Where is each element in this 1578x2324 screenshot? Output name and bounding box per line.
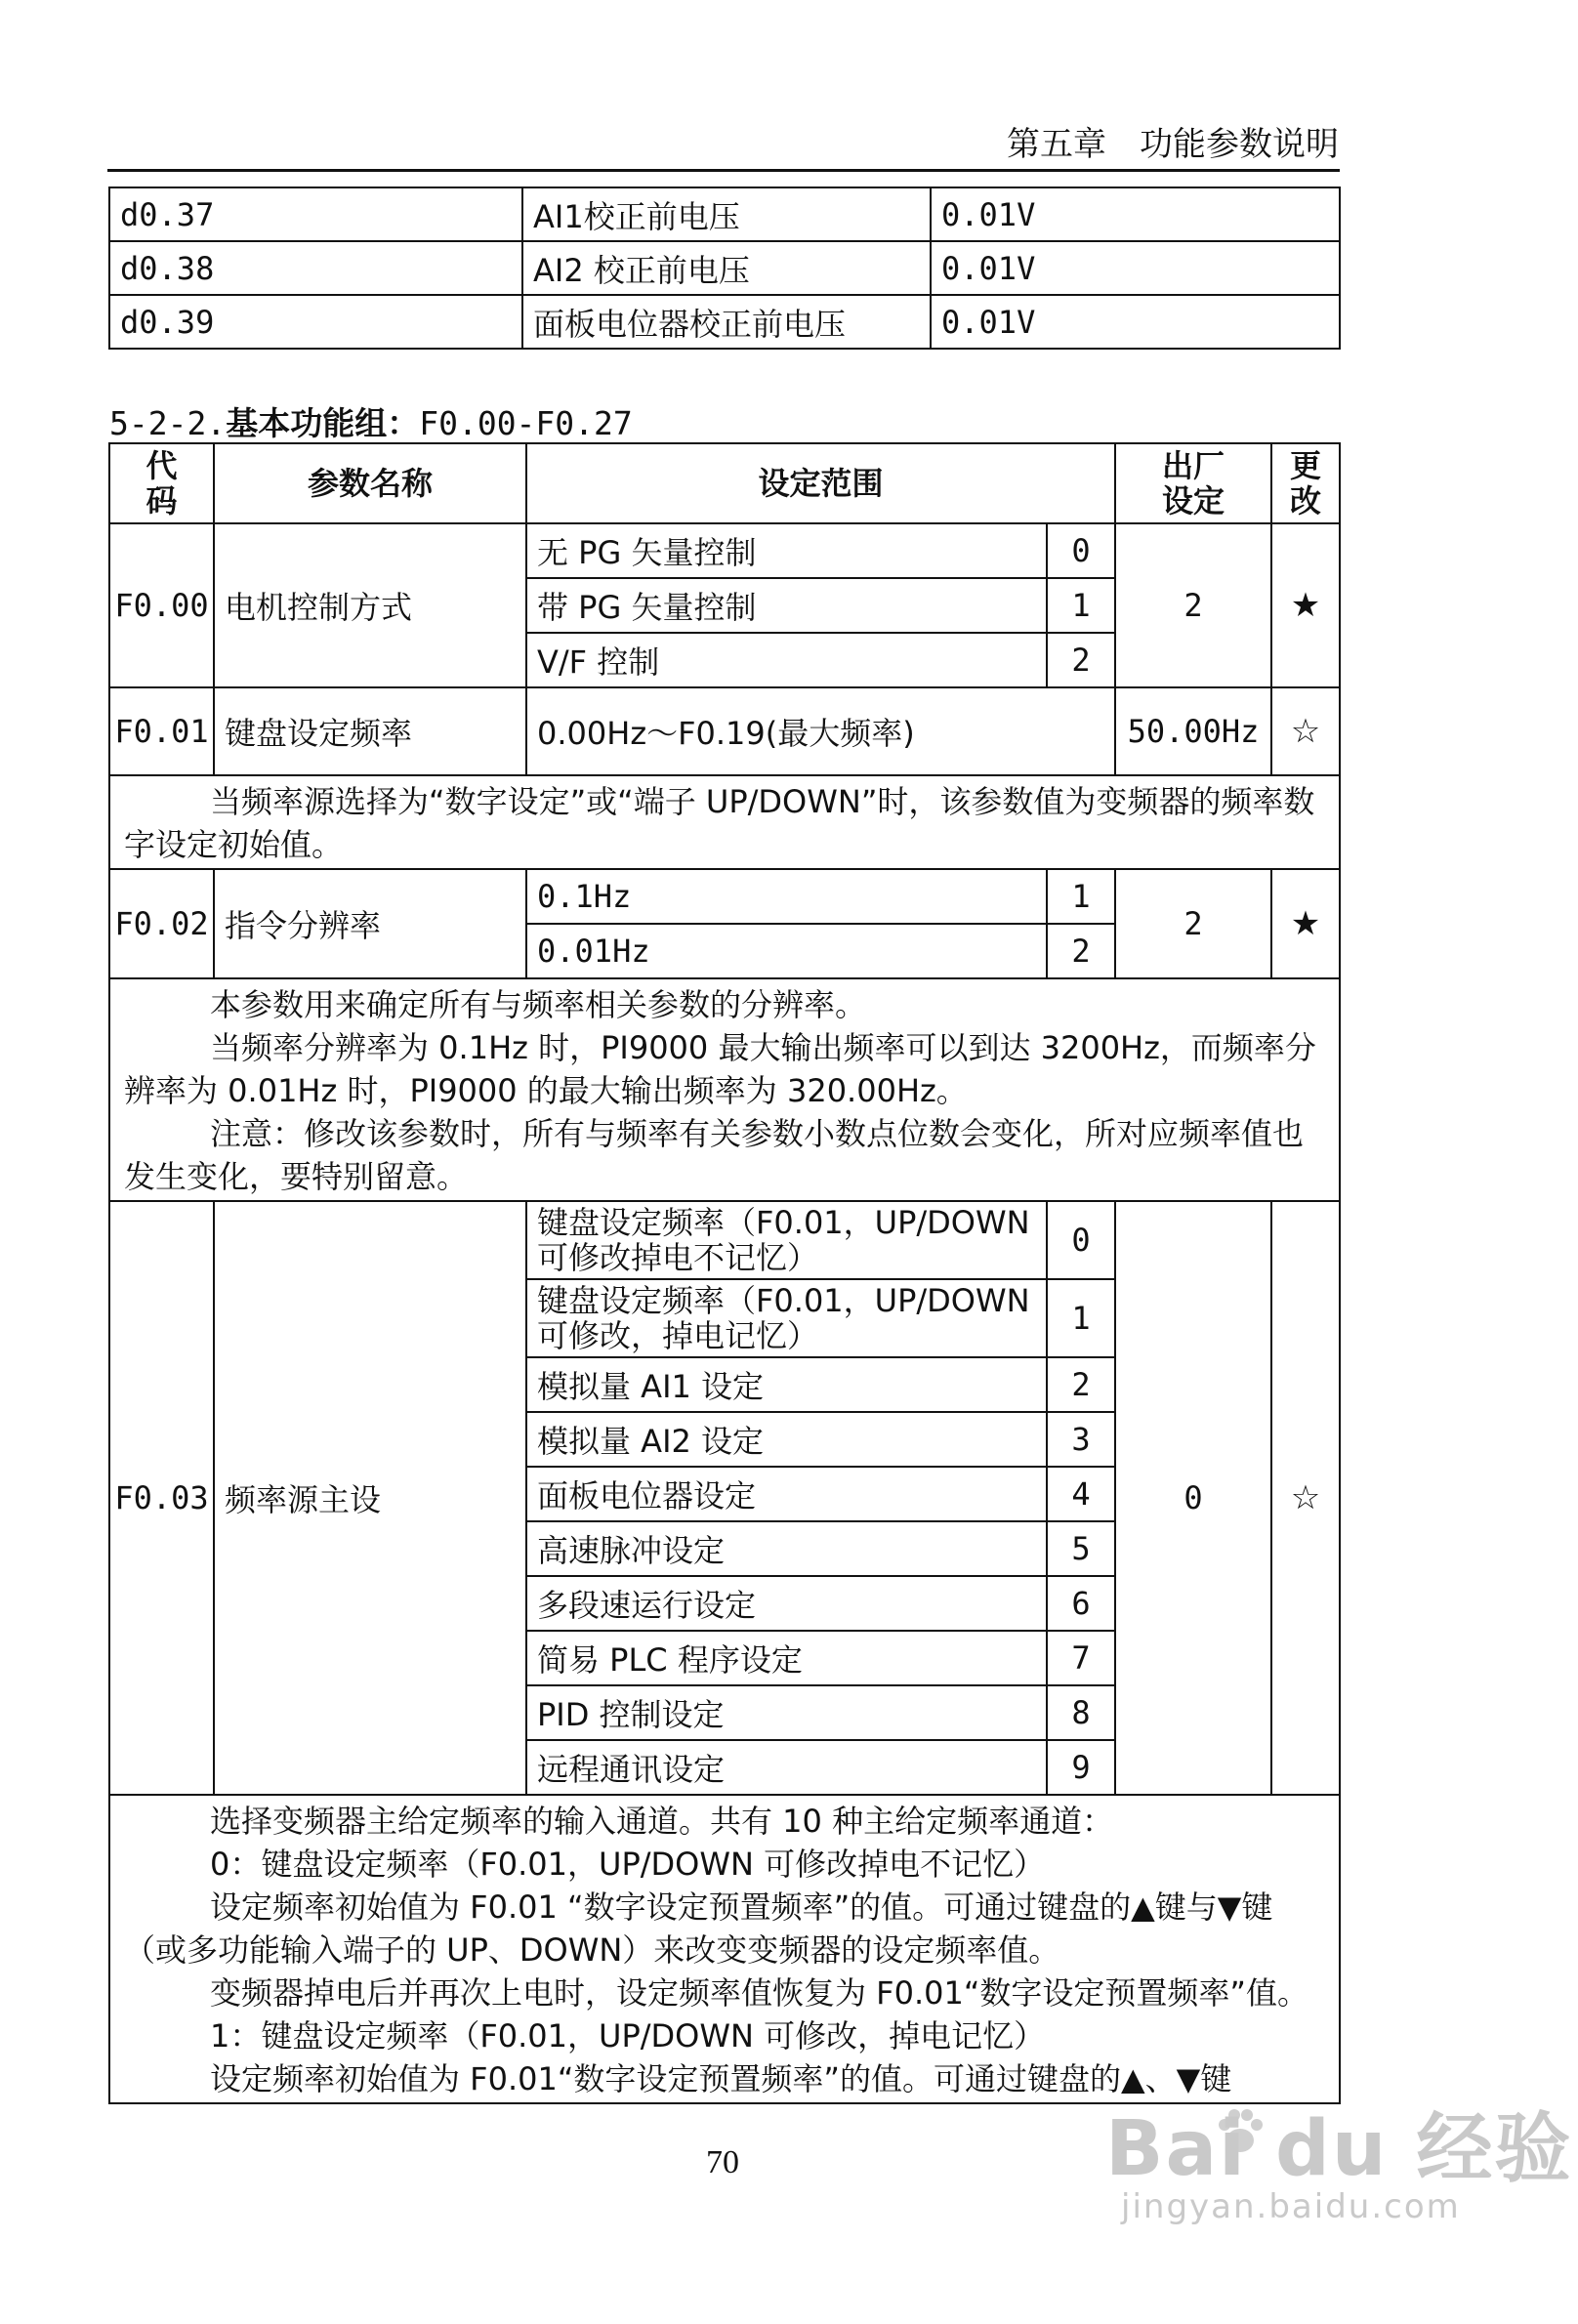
- section-prefix: 5-2-2.: [109, 404, 227, 442]
- table-row: [109, 187, 1340, 241]
- param-name: 键盘设定频率: [214, 687, 526, 775]
- description-row: [109, 978, 1340, 1201]
- option-value: 1: [1047, 1279, 1115, 1357]
- page-number: 70: [706, 2144, 739, 2180]
- param-default: 2: [1115, 523, 1271, 687]
- description-line: 注意：修改该参数时，所有与频率有关参数小数点位数会变化，所对应频率值也发生变化，要特别留意。: [124, 1115, 1305, 1195]
- description-line: 变频器掉电后并再次上电时，设定频率值恢复为 F0.01“数字设定预置频率”值。: [210, 1974, 1308, 2012]
- table-row: [109, 241, 1340, 295]
- description-line: 设定频率初始值为 F0.01“数字设定预置频率”的值。可通过键盘的▲、▼键: [210, 2060, 1232, 2097]
- param-code: F0.02: [109, 869, 214, 978]
- section-range: F0.00-F0.27: [419, 404, 633, 442]
- option-label: 面板电位器设定: [526, 1467, 1047, 1521]
- header-default: 出厂设定: [1115, 443, 1271, 523]
- header-name: 参数名称: [214, 443, 526, 523]
- param-name: 频率源主设: [214, 1201, 526, 1795]
- param-default: 2: [1115, 869, 1271, 978]
- option-value: 1: [1047, 869, 1115, 924]
- table-row: [109, 523, 1340, 578]
- option-label: 键盘设定频率（F0.01，UP/DOWN 可修改，掉电记忆）: [526, 1279, 1047, 1357]
- header-change: 更改: [1271, 443, 1340, 523]
- option-label: PID 控制设定: [526, 1685, 1047, 1740]
- option-label: 键盘设定频率（F0.01，UP/DOWN 可修改掉电不记忆）: [526, 1201, 1047, 1279]
- param-name: 电机控制方式: [214, 523, 526, 687]
- param-code: d0.37: [109, 187, 522, 241]
- param-default: 0: [1115, 1201, 1271, 1795]
- watermark-url: jingyan.baidu.com: [1121, 2187, 1461, 2226]
- description-row: [109, 775, 1340, 869]
- header-code: 代码: [109, 443, 214, 523]
- change-star-outline-icon: ☆: [1271, 687, 1340, 775]
- param-code: F0.03: [109, 1201, 214, 1795]
- param-code: d0.39: [109, 295, 522, 349]
- option-value: 0: [1047, 1201, 1115, 1279]
- option-label: 多段速运行设定: [526, 1576, 1047, 1631]
- option-value: 4: [1047, 1467, 1115, 1521]
- description-row: [109, 1795, 1340, 2103]
- param-name: 面板电位器校正前电压: [522, 295, 931, 349]
- param-description: [109, 1795, 1340, 2103]
- option-value: 7: [1047, 1631, 1115, 1685]
- param-code: F0.00: [109, 523, 214, 687]
- option-label: 模拟量 AI1 设定: [526, 1357, 1047, 1412]
- table-row: [109, 295, 1340, 349]
- option-label: 无 PG 矢量控制: [526, 523, 1047, 578]
- description-line: 当频率分辨率为 0.1Hz 时，PI9000 最大输出频率可以到达 3200Hz，而频率分辨率为 0.01Hz 时，PI9000 的最大输出频率为 320.00Hz。: [124, 1029, 1316, 1109]
- change-star-icon: ★: [1271, 523, 1340, 687]
- description-line: 设定频率初始值为 F0.01 “数字设定预置频率”的值。可通过键盘的▲键与▼键（或多功能输入端子的 UP、DOWN）来改变变频器的设定频率值。: [124, 1888, 1273, 1969]
- option-value: 9: [1047, 1740, 1115, 1795]
- table-row: [109, 869, 1340, 924]
- description-line: 1：键盘设定频率（F0.01，UP/DOWN 可修改，掉电记忆）: [210, 2017, 1046, 2054]
- param-description: [109, 978, 1340, 1201]
- change-star-icon: ★: [1271, 869, 1340, 978]
- param-name: 指令分辨率: [214, 869, 526, 978]
- option-label: 远程通讯设定: [526, 1740, 1047, 1795]
- option-value: 2: [1047, 924, 1115, 978]
- section-heading: 基本功能组：: [226, 404, 420, 442]
- option-value: 1: [1047, 578, 1115, 633]
- option-label: 带 PG 矢量控制: [526, 578, 1047, 633]
- table-row: [109, 687, 1340, 775]
- param-name: AI2 校正前电压: [522, 241, 931, 295]
- table-row: [109, 1201, 1340, 1279]
- option-label: 0.01Hz: [526, 924, 1047, 978]
- option-value: 8: [1047, 1685, 1115, 1740]
- param-name: AI1校正前电压: [522, 187, 931, 241]
- param-description: [109, 775, 1340, 869]
- header-rule: [107, 169, 1340, 172]
- option-label: 0.1Hz: [526, 869, 1047, 924]
- watermark-brand: Bai du 经验: [1105, 2105, 1573, 2193]
- function-parameter-table: [108, 442, 1341, 2104]
- description-line: 0：键盘设定频率（F0.01，UP/DOWN 可修改掉电不记忆）: [210, 1846, 1046, 1883]
- param-unit: 0.01V: [931, 295, 1340, 349]
- description-line: 选择变频器主给定频率的输入通道。共有 10 种主给定频率通道：: [210, 1803, 1114, 1840]
- param-code: F0.01: [109, 687, 214, 775]
- section-title: [109, 398, 633, 444]
- option-value: 5: [1047, 1521, 1115, 1576]
- param-range: 0.00Hz～F0.19(最大频率): [526, 687, 1115, 775]
- option-value: 3: [1047, 1412, 1115, 1467]
- param-default: 50.00Hz: [1115, 687, 1271, 775]
- description-line: 本参数用来确定所有与频率相关参数的分辨率。: [210, 986, 867, 1023]
- option-value: 2: [1047, 633, 1115, 687]
- option-value: 2: [1047, 1357, 1115, 1412]
- param-code: d0.38: [109, 241, 522, 295]
- change-star-outline-icon: ☆: [1271, 1201, 1340, 1795]
- option-value: 0: [1047, 523, 1115, 578]
- page-header-title: 第五章 功能参数说明: [1007, 125, 1339, 164]
- header-range: 设定范围: [526, 443, 1115, 523]
- option-label: 模拟量 AI2 设定: [526, 1412, 1047, 1467]
- description-line: 当频率源选择为“数字设定”或“端子 UP/DOWN”时，该参数值为变频器的频率数字设定初始值。: [124, 783, 1315, 863]
- option-value: 6: [1047, 1576, 1115, 1631]
- option-label: V/F 控制: [526, 633, 1047, 687]
- param-unit: 0.01V: [931, 187, 1340, 241]
- option-label: 简易 PLC 程序设定: [526, 1631, 1047, 1685]
- table-header-row: [109, 443, 1340, 523]
- option-label: 高速脉冲设定: [526, 1521, 1047, 1576]
- voltage-table: [108, 187, 1341, 350]
- param-unit: 0.01V: [931, 241, 1340, 295]
